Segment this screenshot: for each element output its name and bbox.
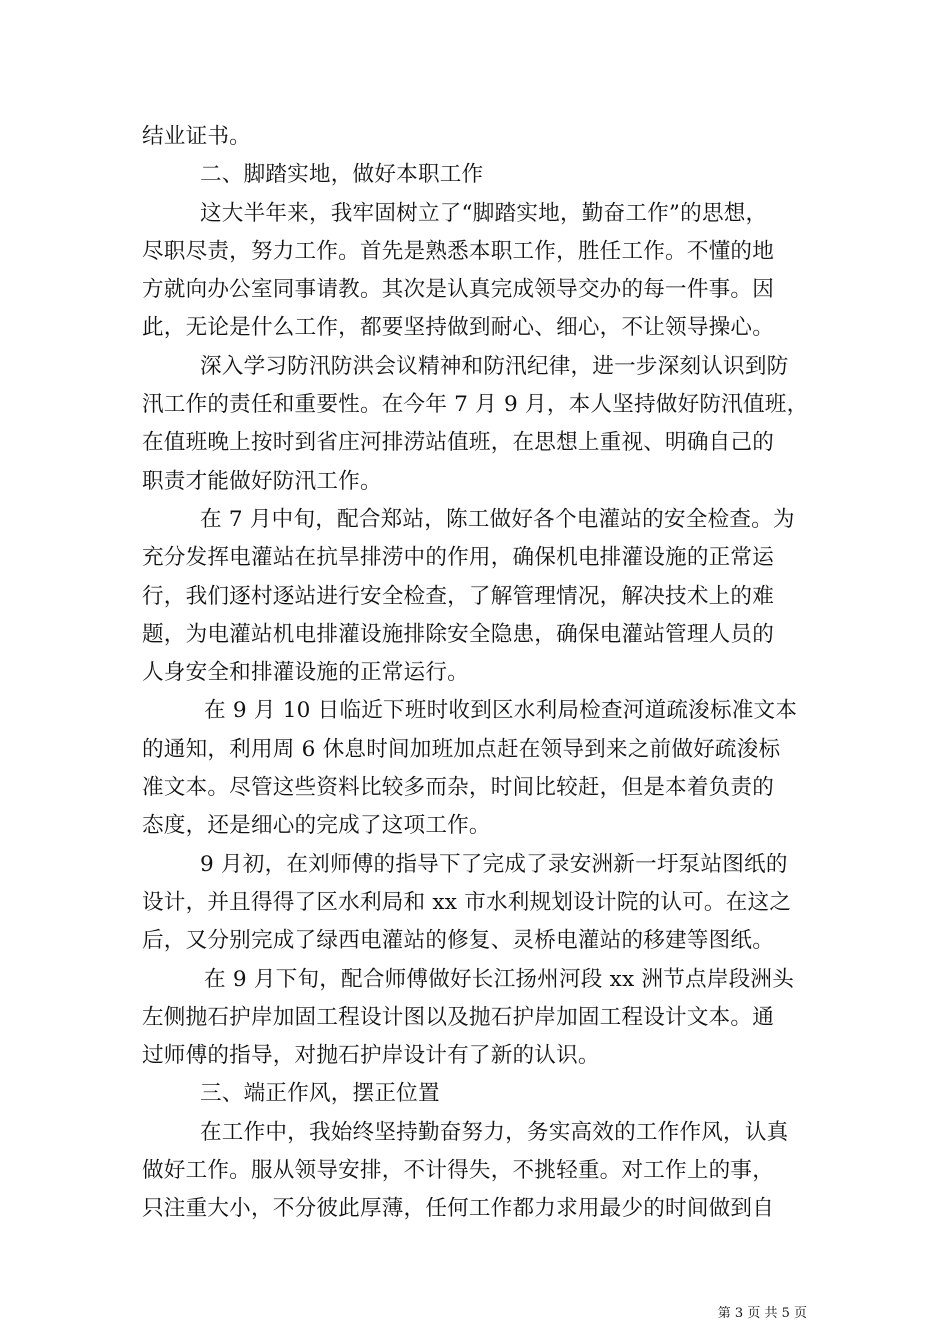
text-line: 在 9 月下旬，配合师傅做好长江扬州河段 xx 洲节点岸段洲头 bbox=[204, 966, 795, 992]
text-line: 在值班晚上按时到省庄河排涝站值班，在思想上重视、明确自己的 bbox=[142, 430, 775, 456]
text-line: 结业证书。 bbox=[142, 124, 251, 149]
text-line: 的通知，利用周 6 休息时间加班加点赶在领导到来之前做好疏浚标 bbox=[142, 736, 781, 762]
text-line: 方就向办公室同事请教。其次是认真完成领导交办的每一件事。因 bbox=[142, 277, 775, 303]
text-line: 人身安全和排灌设施的正常运行。 bbox=[142, 660, 469, 686]
text-line: 态度，还是细心的完成了这项工作。 bbox=[142, 813, 491, 839]
text-line: 此，无论是什么工作，都要坚持做到耐心、细心，不让领导操心。 bbox=[142, 315, 775, 341]
text-line: 题，为电灌站机电排灌设施排除安全隐患，确保电灌站管理人员的 bbox=[142, 621, 775, 647]
text-line: 只注重大小，不分彼此厚薄，任何工作都力求用最少的时间做到自 bbox=[142, 1196, 775, 1222]
text-line: 深入学习防汛防洪会议精神和防汛纪律，进一步深刻认识到防 bbox=[200, 353, 789, 379]
section-heading: 三、端正作风，摆正位置 bbox=[200, 1081, 440, 1107]
text-line: 职责才能做好防汛工作。 bbox=[142, 468, 382, 494]
text-line: 汛工作的责任和重要性。在今年 7 月 9 月，本人坚持做好防汛值班， bbox=[142, 392, 809, 418]
text-line: 这大半年来，我牢固树立了“脚踏实地，勤奋工作”的思想， bbox=[200, 200, 768, 226]
text-line: 充分发挥电灌站在抗旱排涝中的作用，确保机电排灌设施的正常运 bbox=[142, 545, 775, 571]
text-line: 行，我们逐村逐站进行安全检查，了解管理情况，解决技术上的难 bbox=[142, 583, 775, 609]
text-line: 在工作中，我始终坚持勤奋努力，务实高效的工作作风，认真 bbox=[200, 1119, 789, 1145]
page-number: 第 3 页 共 5 页 bbox=[717, 1306, 807, 1321]
text-line: 左侧抛石护岸加固工程设计图以及抛石护岸加固工程设计文本。通 bbox=[142, 1004, 775, 1030]
text-line: 设计，并且得得了区水利局和 xx 市水利规划设计院的认可。在这之 bbox=[142, 889, 792, 915]
text-line: 9 月初，在刘师傅的指导下了完成了录安洲新一圩泵站图纸的 bbox=[200, 851, 788, 877]
text-line: 在 7 月中旬，配合郑站，陈工做好各个电灌站的安全检查。为 bbox=[200, 506, 795, 532]
section-heading: 二、脚踏实地，做好本职工作 bbox=[200, 162, 484, 188]
document-body bbox=[142, 118, 832, 1229]
text-line: 尽职尽责，努力工作。首先是熟悉本职工作，胜任工作。不懂的地 bbox=[142, 238, 775, 264]
text-line: 做好工作。服从领导安排，不计得失，不挑轻重。对工作上的事， bbox=[142, 1158, 775, 1184]
text-line: 在 9 月 10 日临近下班时收到区水利局检查河道疏浚标准文本 bbox=[204, 698, 798, 724]
text-line: 准文本。尽管这些资料比较多而杂，时间比较赶，但是本着负责的 bbox=[142, 775, 775, 801]
text-line: 后，又分别完成了绿西电灌站的修复、灵桥电灌站的移建等图纸。 bbox=[142, 928, 775, 954]
text-line: 过师傅的指导，对抛石护岸设计有了新的认识。 bbox=[142, 1043, 600, 1069]
